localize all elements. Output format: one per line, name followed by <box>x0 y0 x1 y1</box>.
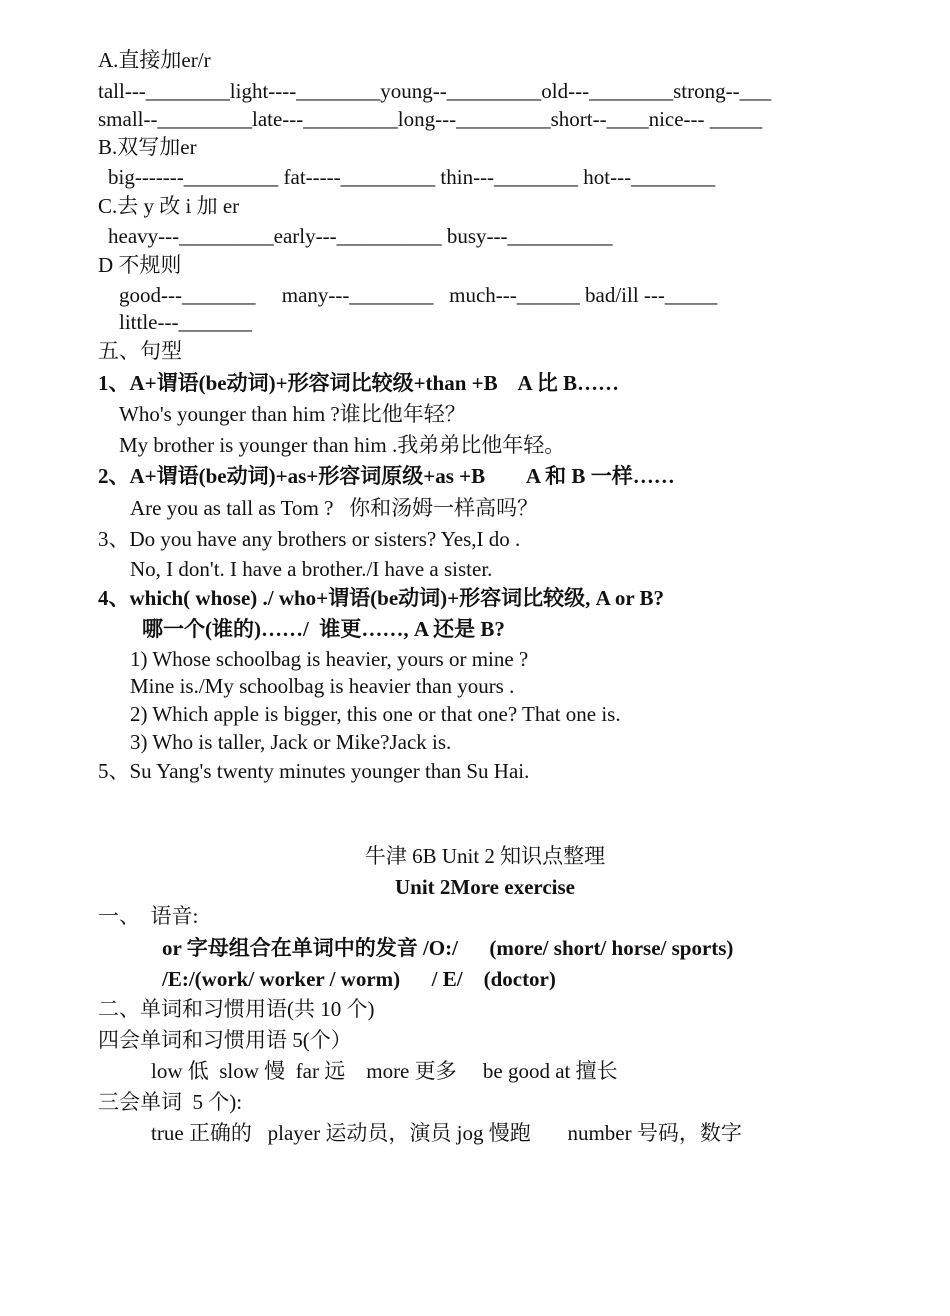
section-c-row1: heavy---_________early---__________ busy---__________ <box>108 224 613 248</box>
pattern-1-example-2: My brother is younger than him .我弟弟比他年轻。 <box>119 433 566 457</box>
pattern-2-example-1: Are you as tall as Tom ? 你和汤姆一样高吗？ <box>130 496 539 520</box>
section-a-row2: small--_________late---_________long---_________short--____nice--- _____ <box>98 107 763 131</box>
section-d-title: D 不规则 <box>98 253 182 277</box>
section-b-row1: big-------_________ fat-----_________ thin---________ hot---________ <box>108 165 716 189</box>
unit2-section-1: 一、 语音: <box>98 904 199 928</box>
unit2-title <box>0 843 950 869</box>
unit2-four-skill-words: low 低 slow 慢 far 远 more 更多 be good at 擅长 <box>151 1059 618 1083</box>
unit2-three-skill-words: true 正确的 player 运动员，演员 jog 慢跑 number 号码，数字 <box>151 1121 742 1145</box>
pattern-1: 1、A+谓语(be动词)+形容词比较级+than +B A 比 B…… <box>98 371 619 395</box>
section-d-row2: little---_______ <box>119 310 252 334</box>
patterns-title: 五、句型 <box>98 339 182 363</box>
unit2-three-skill-title: 三会单词 5 个): <box>98 1090 243 1114</box>
pattern-4-example-2: Mine is./My schoolbag is heavier than yours . <box>130 674 515 698</box>
section-b-title: B.双写加er <box>98 135 197 159</box>
unit2-title-text: 牛津 6B Unit 2 知识点整理 <box>364 844 606 868</box>
pattern-1-example-1: Who's younger than him ?谁比他年轻？ <box>119 402 466 426</box>
pattern-4-example-4: 3) Who is taller, Jack or Mike?Jack is. <box>130 730 452 754</box>
unit2-four-skill-title: 四会单词和习惯用语 5(个） <box>98 1028 352 1052</box>
section-a-row1: tall---________light----________young--_________old---________strong--___ <box>98 79 772 103</box>
pattern-3: 3、Do you have any brothers or sisters? Yes,I do . <box>98 527 521 551</box>
unit2-phonics-line-2: /E:/(work/ worker / worm) / E/ (doctor) <box>162 967 556 991</box>
pattern-4-subtitle: 哪一个(谁的)……/ 谁更……, A 还是 B? <box>142 617 505 641</box>
pattern-4-example-3: 2) Which apple is bigger, this one or that one? That one is. <box>130 702 621 726</box>
section-c-title: C.去 y 改 i 加 er <box>98 194 240 218</box>
pattern-5: 5、Su Yang's twenty minutes younger than Su Hai. <box>98 759 530 783</box>
pattern-4-example-1: 1) Whose schoolbag is heavier, yours or mine ? <box>130 647 529 671</box>
pattern-3-example-1: No, I don't. I have a brother./I have a sister. <box>130 557 493 581</box>
pattern-2: 2、A+谓语(be动词)+as+形容词原级+as +B A 和 B 一样…… <box>98 464 675 488</box>
section-a-title: A.直接加er/r <box>98 48 211 72</box>
unit2-phonics-line-1: or 字母组合在单词中的发音 /O:/ (more/ short/ horse/ sports) <box>162 936 734 960</box>
unit2-subtitle: Unit 2More exercise <box>395 875 575 899</box>
unit2-section-2: 二、单词和习惯用语(共 10 个) <box>98 997 375 1021</box>
pattern-4: 4、which( whose) ./ who+谓语(be动词)+形容词比较级, A or B? <box>98 586 665 610</box>
section-d-row1: good---_______ many---________ much---______ bad/ill ---_____ <box>119 283 718 307</box>
